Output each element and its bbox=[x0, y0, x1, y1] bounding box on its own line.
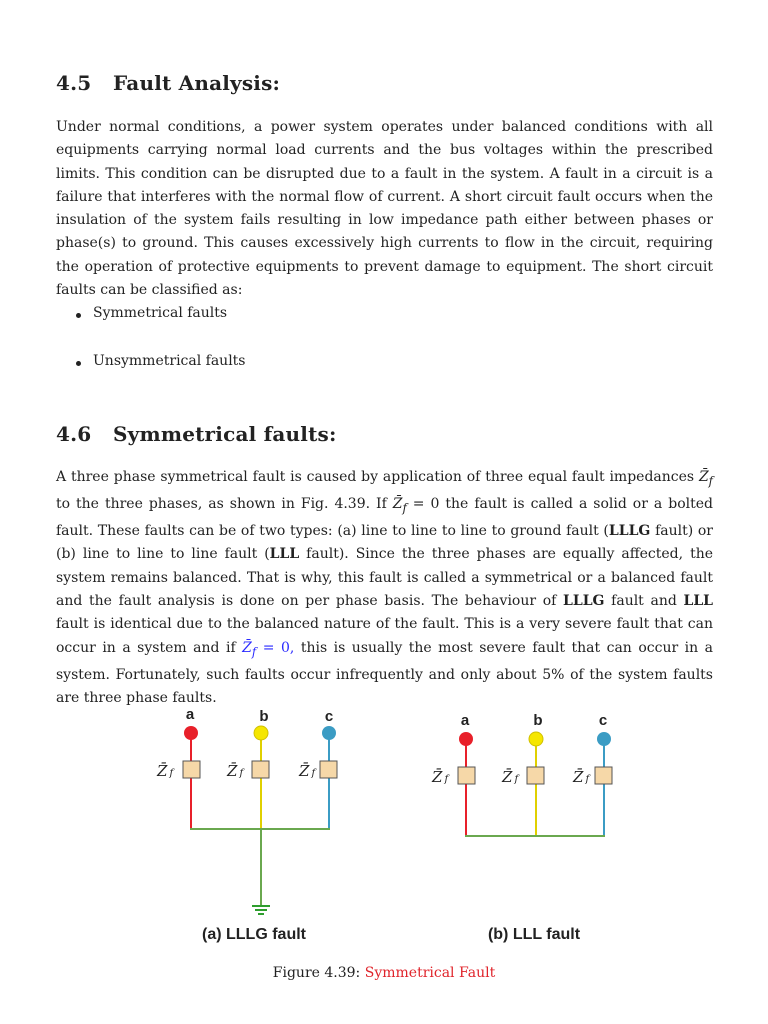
figure-label-lllg: (a) LLLG fault bbox=[202, 926, 306, 943]
impedance-label-a bbox=[156, 762, 175, 780]
impedance-label-c bbox=[572, 768, 591, 786]
figure-label-lll: (b) LLL fault bbox=[487, 926, 581, 943]
symmetrical-fault-figure bbox=[0, 690, 768, 950]
phase-node-b bbox=[529, 732, 543, 746]
bold-term: LLLG bbox=[563, 593, 605, 610]
intro-paragraph: Under normal conditions, a power system operates under balanced conditions with all equipments carrying normal load currents and the bus voltages within the prescribed limits. This condition can be disrupted due to a fault in the system. A fault in a circuit is a failure that interferes with the normal flow of current. A short circuit fault occurs when the insulation of the system fails resulting in low impedance path either between phases or phase(s) to ground. This causes excessively high currents to flow in the circuit, requiring the operation of protective equipments to prevent damage to equipment. The short circuit faults can be classified as: bbox=[56, 119, 713, 299]
impedance-box-a bbox=[458, 767, 475, 784]
z-sub: f bbox=[311, 768, 316, 779]
z-letter: Z̄ bbox=[299, 762, 310, 780]
bold-term: LLL bbox=[269, 546, 300, 563]
impedance-label-b bbox=[501, 768, 520, 786]
phase-label-c: c bbox=[598, 712, 608, 729]
text-run: fault and bbox=[604, 593, 684, 610]
z-letter: Z̄ bbox=[502, 768, 513, 786]
z-sub: f bbox=[444, 774, 449, 785]
phase-node-c bbox=[597, 732, 611, 746]
impedance-label-c bbox=[298, 762, 317, 780]
phase-node-c bbox=[322, 726, 336, 740]
section-number: 4.5 bbox=[56, 71, 92, 95]
phase-label-a: a bbox=[460, 712, 470, 729]
text-run: fault). Since the three phases are equally affected, the system remains balanced. That is why, this fault is called a symmetrical or a balanced fault and the fault analysis is done on per phase basis. The behaviour of bbox=[56, 546, 713, 610]
text-run: fault is identical due to the balanced nature of the fault. This is a very severe fault that can occur in a system and if bbox=[56, 616, 713, 656]
impedance-label-b bbox=[226, 762, 245, 780]
phase-label-b: b bbox=[259, 708, 269, 725]
impedance-box-a bbox=[183, 761, 200, 778]
phase-label-a: a bbox=[185, 706, 195, 723]
z-letter: Z̄ bbox=[157, 762, 168, 780]
zf-subscript: f bbox=[251, 644, 257, 659]
section-title-text: Fault Analysis: bbox=[113, 71, 281, 95]
text-run: to the three phases, as shown in Fig. 4.39. If bbox=[56, 496, 393, 513]
bullet-icon bbox=[76, 361, 81, 366]
section-number: 4.6 bbox=[56, 422, 92, 446]
text-run: = 0 the fault is called a solid or a bolted fault. These faults can be of two types: (a) line to line to line to ground fault ( bbox=[56, 496, 713, 540]
figure-caption bbox=[0, 965, 768, 981]
text-run: = 0, bbox=[256, 639, 295, 656]
phase-node-a bbox=[459, 732, 473, 746]
symmetrical-paragraph bbox=[56, 466, 713, 710]
zf-letter: Z̄ bbox=[698, 469, 709, 485]
zf-symbol bbox=[392, 496, 407, 515]
bullet-icon bbox=[76, 313, 81, 318]
z-letter: Z̄ bbox=[432, 768, 443, 786]
phase-label-c: c bbox=[324, 708, 334, 725]
impedance-label-a bbox=[431, 768, 450, 786]
impedance-box-b bbox=[527, 767, 544, 784]
list-item-text: Symmetrical faults bbox=[93, 305, 228, 321]
zf-symbol bbox=[698, 469, 713, 488]
bold-term: LLLG bbox=[608, 523, 651, 540]
text-run: fault) or (b) line to line to line fault ( bbox=[56, 523, 713, 563]
section-title-text: Symmetrical faults: bbox=[113, 422, 337, 446]
z-letter: Z̄ bbox=[573, 768, 584, 786]
impedance-box-c bbox=[595, 767, 612, 784]
section-heading-symmetrical-faults bbox=[56, 422, 337, 446]
caption-prefix: Figure 4.39: bbox=[272, 965, 361, 981]
z-letter: Z̄ bbox=[227, 762, 238, 780]
diagram-lllg bbox=[156, 706, 337, 943]
ground-icon bbox=[252, 906, 270, 914]
z-sub: f bbox=[239, 768, 244, 779]
zf-letter: Z̄ bbox=[392, 496, 403, 513]
diagram-lll bbox=[431, 712, 612, 943]
text-run: A three phase symmetrical fault is caused by application of three equal fault impedances bbox=[56, 469, 699, 485]
zf-subscript: f bbox=[708, 473, 713, 488]
phase-node-b bbox=[254, 726, 268, 740]
zf-subscript: f bbox=[402, 500, 407, 515]
z-sub: f bbox=[169, 768, 174, 779]
zf-symbol bbox=[242, 639, 257, 659]
zf-letter: Z̄ bbox=[242, 639, 252, 656]
phase-node-a bbox=[184, 726, 198, 740]
caption-link[interactable]: Symmetrical Fault bbox=[364, 965, 496, 981]
phase-label-b: b bbox=[533, 712, 543, 729]
z-sub: f bbox=[585, 774, 590, 785]
list-item-text: Unsymmetrical faults bbox=[93, 353, 246, 369]
z-sub: f bbox=[514, 774, 519, 785]
impedance-box-c bbox=[320, 761, 337, 778]
section-heading-fault-analysis bbox=[56, 71, 280, 95]
text-run: this is usually the most severe fault that can occur in a system. Fortunately, such faults occur infrequently and only about 5% of the system faults are three phase faults. bbox=[56, 639, 714, 707]
impedance-box-b bbox=[252, 761, 269, 778]
bold-term: LLL bbox=[683, 593, 713, 610]
zf-zero-link[interactable] bbox=[242, 639, 295, 659]
